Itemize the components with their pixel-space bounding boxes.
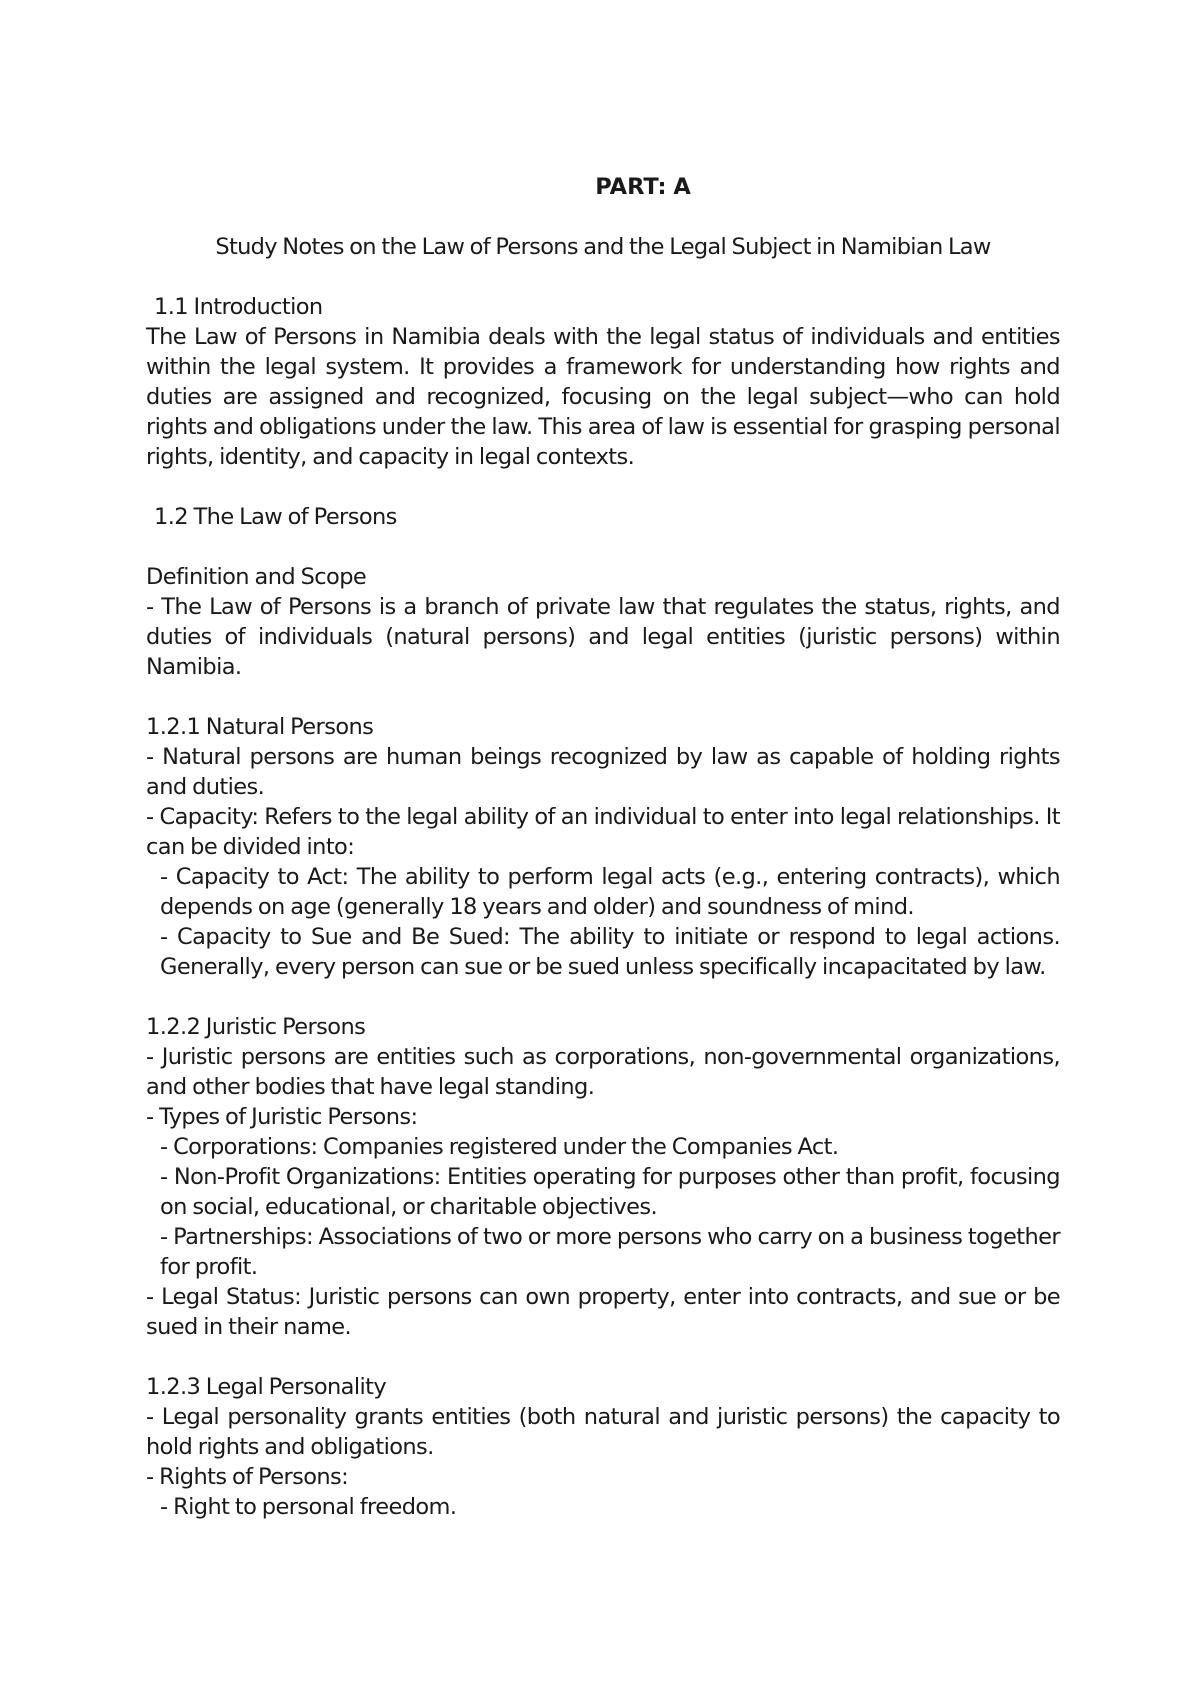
legal-personality-subpoint: - Right to personal freedom. [160,1494,457,1520]
juristic-persons-paragraph: - Legal Status: Juristic persons can own property, enter into contracts, and sue or be sued in their name. [146,1284,1060,1340]
juristic-persons-paragraph: - Types of Juristic Persons: [146,1104,418,1130]
section-introduction [146,292,1060,472]
legal-personality-paragraph: - Rights of Persons: [146,1464,349,1490]
legal-personality-paragraph: - Legal personality grants entities (both natural and juristic persons) the capacity to hold rights and obligations. [146,1404,1060,1460]
natural-persons-subpoint: - Capacity to Sue and Be Sued: The ability to initiate or respond to legal actions. Generally, every person can sue or be sued unless specifically incapacitated by law. [160,924,1060,980]
juristic-persons-paragraph: - Juristic persons are entities such as corporations, non-governmental organizations, and other bodies that have legal standing. [146,1044,1060,1100]
intro-paragraph: The Law of Persons in Namibia deals with the legal status of individuals and entities within the legal system. It provides a framework for understanding how rights and duties are assigned and recognized, focusing on the legal subject—who can hold rights and obligations under the law. This area of law is essential for grasping personal rights, identity, and capacity in legal contexts. [146,324,1060,470]
section-juristic-persons [146,1012,1060,1342]
part-title: PART: A [595,174,691,200]
document-subtitle: Study Notes on the Law of Persons and the Legal Subject in Namibian Law [215,234,991,260]
natural-persons-subpoint: - Capacity to Act: The ability to perform legal acts (e.g., entering contracts), which depends on age (generally 18 years and older) and soundness of mind. [160,864,1060,920]
natural-persons-paragraph: - Natural persons are human beings recognized by law as capable of holding rights and duties. [146,744,1060,800]
juristic-persons-subpoint: - Corporations: Companies registered under the Companies Act. [160,1134,839,1160]
section-heading-definition: Definition and Scope [146,564,367,590]
section-heading-natural-persons: 1.2.1 Natural Persons [146,714,374,740]
section-definition [146,562,1060,682]
section-heading-juristic-persons: 1.2.2 Juristic Persons [146,1014,366,1040]
juristic-persons-subpoint: - Partnerships: Associations of two or more persons who carry on a business together for profit. [160,1224,1060,1280]
section-legal-personality [146,1372,1060,1522]
document-page [146,172,1060,1522]
section-law-of-persons [146,502,1060,532]
section-natural-persons [146,712,1060,982]
definition-paragraph: - The Law of Persons is a branch of private law that regulates the status, rights, and duties of individuals (natural persons) and legal entities (juristic persons) within Namibia. [146,594,1060,680]
section-heading-law-of-persons: 1.2 The Law of Persons [154,504,397,530]
section-heading-legal-personality: 1.2.3 Legal Personality [146,1374,387,1400]
section-heading-introduction: 1.1 Introduction [154,294,323,320]
juristic-persons-subpoint: - Non-Profit Organizations: Entities operating for purposes other than profit, focusing on social, educational, or charitable objectives. [160,1164,1060,1220]
natural-persons-paragraph: - Capacity: Refers to the legal ability of an individual to enter into legal relationships. It can be divided into: [146,804,1060,860]
